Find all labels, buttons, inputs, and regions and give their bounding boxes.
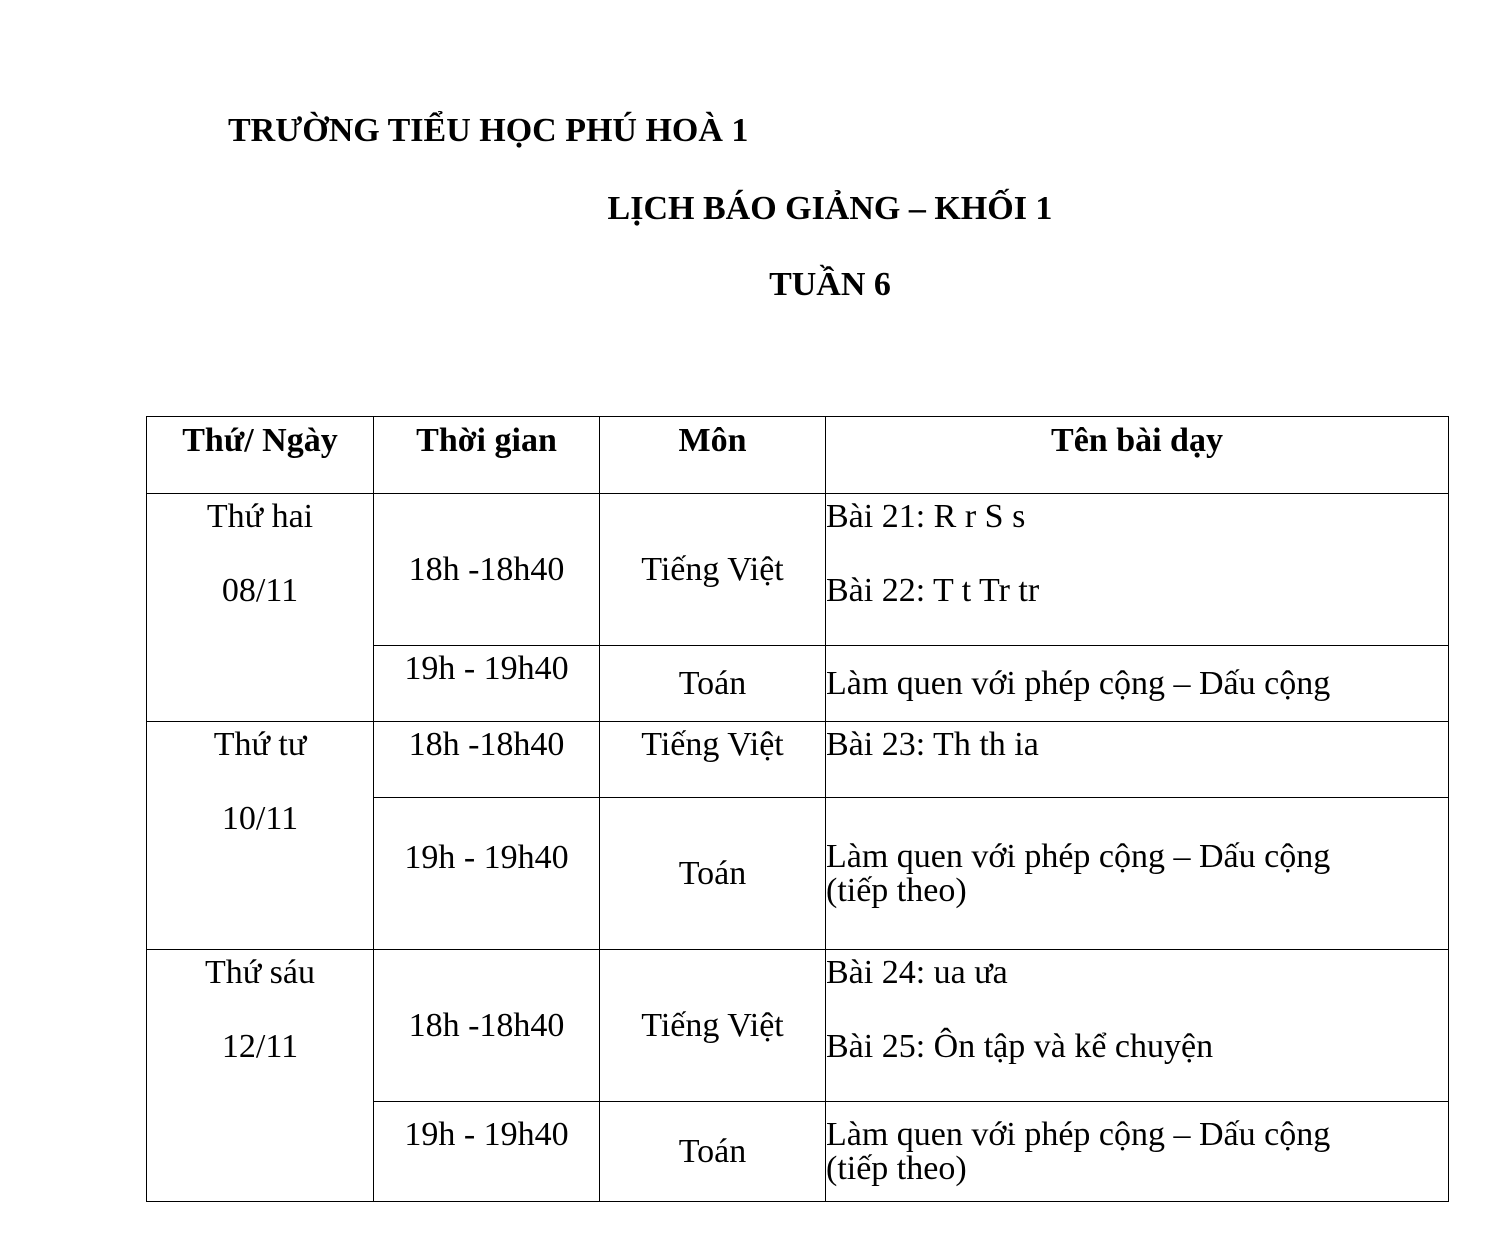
lesson-line: Bài 21: R r S s <box>826 498 1026 535</box>
lesson-line: (tiếp theo) <box>826 1149 967 1187</box>
time-cell: 18h -18h40 <box>374 950 600 1102</box>
subject-cell: Tiếng Việt <box>600 494 826 646</box>
schedule-table <box>146 416 1449 1202</box>
col-header-subject: Môn <box>600 417 826 494</box>
subject-cell: Toán <box>600 798 826 950</box>
lesson-cell <box>826 646 1449 722</box>
table-row <box>147 950 1449 1102</box>
lesson-line: Làm quen với phép cộng – Dấu cộng <box>826 664 1331 702</box>
day-date: 08/11 <box>221 572 299 609</box>
time-cell: 19h - 19h40 <box>374 798 600 950</box>
day-cell <box>147 722 374 950</box>
lesson-cell <box>826 798 1449 950</box>
day-date: 12/11 <box>221 1028 299 1065</box>
day-date: 10/11 <box>221 800 299 837</box>
lesson-line: Làm quen với phép cộng – Dấu cộng <box>826 1115 1331 1153</box>
subject-cell: Tiếng Việt <box>600 722 826 798</box>
time-cell: 19h - 19h40 <box>374 1102 600 1202</box>
table-row <box>147 494 1449 646</box>
lesson-line: Bài 25: Ôn tập và kể chuyện <box>826 1028 1214 1065</box>
col-header-day: Thứ/ Ngày <box>147 417 374 494</box>
lesson-line: (tiếp theo) <box>826 871 967 909</box>
time-cell: 19h - 19h40 <box>374 646 600 722</box>
lesson-line: Bài 24: ua ưa <box>826 954 1008 991</box>
week-label: TUẦN 6 <box>769 266 891 303</box>
lesson-cell <box>826 1102 1449 1202</box>
time-cell: 18h -18h40 <box>374 494 600 646</box>
lesson-line: Làm quen với phép cộng – Dấu cộng <box>826 837 1331 875</box>
time-cell: 18h -18h40 <box>374 722 600 798</box>
day-name: Thứ tư <box>213 726 307 763</box>
lesson-cell <box>826 950 1449 1102</box>
col-header-lesson: Tên bài dạy <box>826 417 1449 494</box>
document-title: LỊCH BÁO GIẢNG – KHỐI 1 <box>607 190 1053 227</box>
school-name: TRƯỜNG TIỂU HỌC PHÚ HOÀ 1 <box>228 112 749 149</box>
table-row <box>147 722 1449 798</box>
lesson-line: Bài 23: Th th ia <box>826 726 1039 763</box>
day-cell <box>147 950 374 1202</box>
table-header-row <box>147 417 1449 494</box>
day-name: Thứ sáu <box>204 954 316 991</box>
subject-cell: Toán <box>600 646 826 722</box>
lesson-cell <box>826 722 1449 798</box>
day-name: Thứ hai <box>206 498 314 535</box>
lesson-cell <box>826 494 1449 646</box>
col-header-time: Thời gian <box>374 417 600 494</box>
day-cell <box>147 494 374 722</box>
subject-cell: Toán <box>600 1102 826 1202</box>
lesson-line: Bài 22: T t Tr tr <box>826 572 1040 609</box>
subject-cell: Tiếng Việt <box>600 950 826 1102</box>
